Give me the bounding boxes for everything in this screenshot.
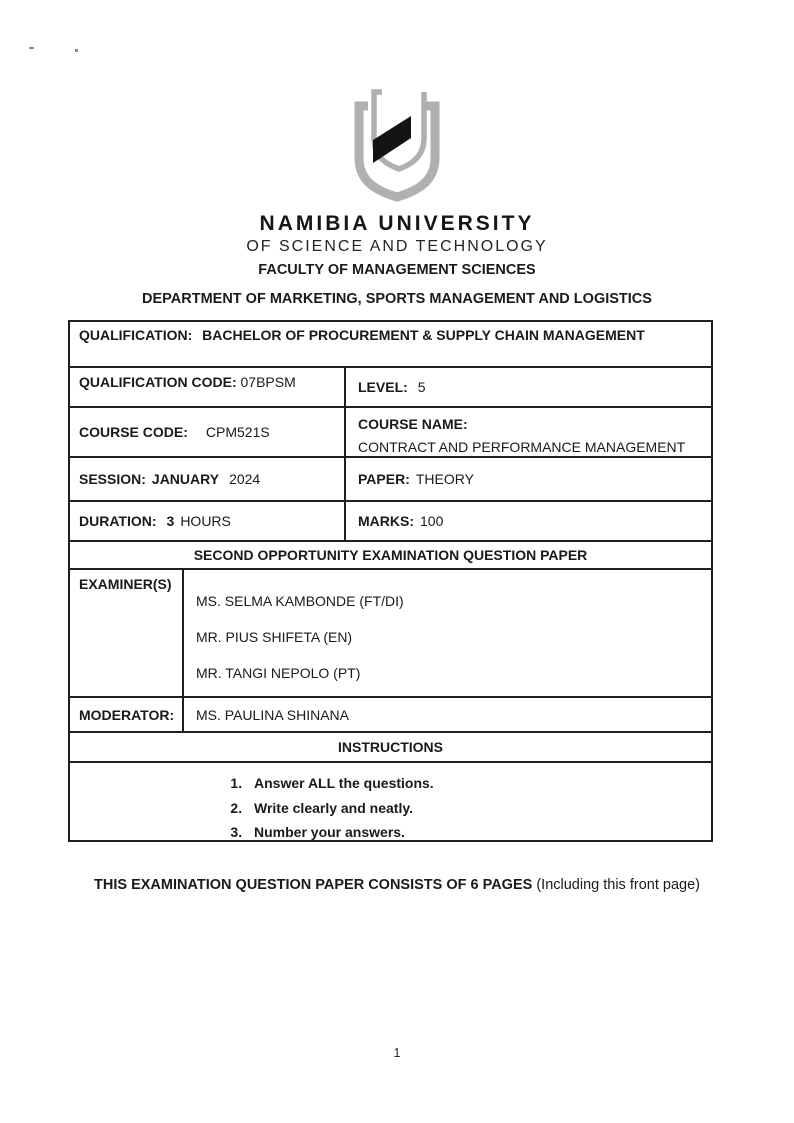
examiner-name: MR. TANGI NEPOLO (PT) bbox=[196, 665, 361, 681]
examiners-label: EXAMINER(S) bbox=[70, 570, 184, 696]
paper-label: PAPER: bbox=[358, 471, 410, 487]
marks-value: 100 bbox=[420, 513, 444, 529]
examiners-list bbox=[184, 570, 711, 696]
course-row bbox=[70, 406, 711, 456]
qualification-code-cell bbox=[70, 368, 346, 406]
paper-type-banner-text: SECOND OPPORTUNITY EXAMINATION QUESTION PAPER bbox=[193, 547, 588, 563]
instruction-item: 1. Answer ALL the questions. bbox=[246, 771, 711, 796]
level-cell bbox=[346, 368, 711, 406]
moderator-row bbox=[70, 696, 711, 731]
course-code-value: CPM521S bbox=[205, 424, 270, 440]
university-name: NAMIBIA UNIVERSITY bbox=[259, 212, 535, 235]
page-count-statement-note: (Including this front page) bbox=[536, 877, 700, 893]
qualification-code-value: 07BPSM bbox=[240, 374, 296, 390]
university-shield-logo-icon bbox=[337, 84, 457, 214]
instructions-body bbox=[70, 761, 711, 840]
marks-cell bbox=[346, 502, 711, 540]
marks-label: MARKS: bbox=[358, 513, 414, 529]
instruction-item: 2. Write clearly and neatly. bbox=[246, 796, 711, 821]
duration-marks-row bbox=[70, 500, 711, 540]
session-month: JANUARY bbox=[151, 471, 220, 487]
qualification-code-label: QUALIFICATION CODE: bbox=[79, 374, 237, 390]
paper-cell bbox=[346, 458, 711, 500]
course-name-cell bbox=[346, 408, 711, 456]
session-paper-row bbox=[70, 456, 711, 500]
examiner-name: MR. PIUS SHIFETA (EN) bbox=[196, 629, 353, 645]
moderator-value: MS. PAULINA SHINANA bbox=[196, 706, 350, 723]
duration-unit: HOURS bbox=[180, 513, 231, 529]
moderator-label: MODERATOR: bbox=[70, 698, 184, 731]
qualification-value: BACHELOR OF PROCUREMENT & SUPPLY CHAIN MANAGEMENT bbox=[202, 327, 645, 343]
page-count-statement-bold: THIS EXAMINATION QUESTION PAPER CONSISTS OF 6 PAGES bbox=[94, 877, 533, 893]
paper-type-banner bbox=[70, 540, 711, 568]
examiners-row bbox=[70, 568, 711, 696]
university-subtitle: OF SCIENCE AND TECHNOLOGY bbox=[246, 238, 548, 255]
qualification-row bbox=[70, 322, 711, 366]
course-name-value: CONTRACT AND PERFORMANCE MANAGEMENT bbox=[358, 439, 686, 455]
course-code-label: COURSE CODE: bbox=[79, 424, 188, 440]
qualification-label: QUALIFICATION: bbox=[79, 327, 193, 343]
duration-label: DURATION: bbox=[79, 513, 157, 529]
scan-artifact-dot bbox=[29, 47, 34, 49]
instructions-list bbox=[246, 771, 711, 845]
paper-value: THEORY bbox=[415, 471, 474, 487]
instruction-item: 3. Number your answers. bbox=[246, 820, 711, 845]
examiner-name: MS. SELMA KAMBONDE (FT/DI) bbox=[196, 593, 404, 609]
page-count-statement bbox=[0, 877, 794, 893]
duration-number: 3 bbox=[166, 513, 175, 529]
scan-artifact-dot bbox=[75, 49, 78, 52]
qualification-code-level-row bbox=[70, 366, 711, 406]
duration-cell bbox=[70, 502, 346, 540]
level-value: 5 bbox=[417, 379, 426, 395]
page-number: 1 bbox=[393, 1046, 401, 1060]
course-code-cell bbox=[70, 408, 346, 456]
faculty-title: FACULTY OF MANAGEMENT SCIENCES bbox=[258, 262, 536, 278]
exam-details-table bbox=[68, 320, 713, 842]
instructions-title-text: INSTRUCTIONS bbox=[338, 739, 443, 755]
instructions-header bbox=[70, 731, 711, 761]
level-label: LEVEL: bbox=[358, 379, 408, 395]
course-name-label: COURSE NAME: bbox=[358, 416, 468, 432]
session-cell bbox=[70, 458, 346, 500]
department-title: DEPARTMENT OF MARKETING, SPORTS MANAGEMENT AND LOGISTICS bbox=[142, 291, 652, 307]
session-year: 2024 bbox=[229, 471, 261, 487]
session-label: SESSION: bbox=[79, 471, 146, 487]
